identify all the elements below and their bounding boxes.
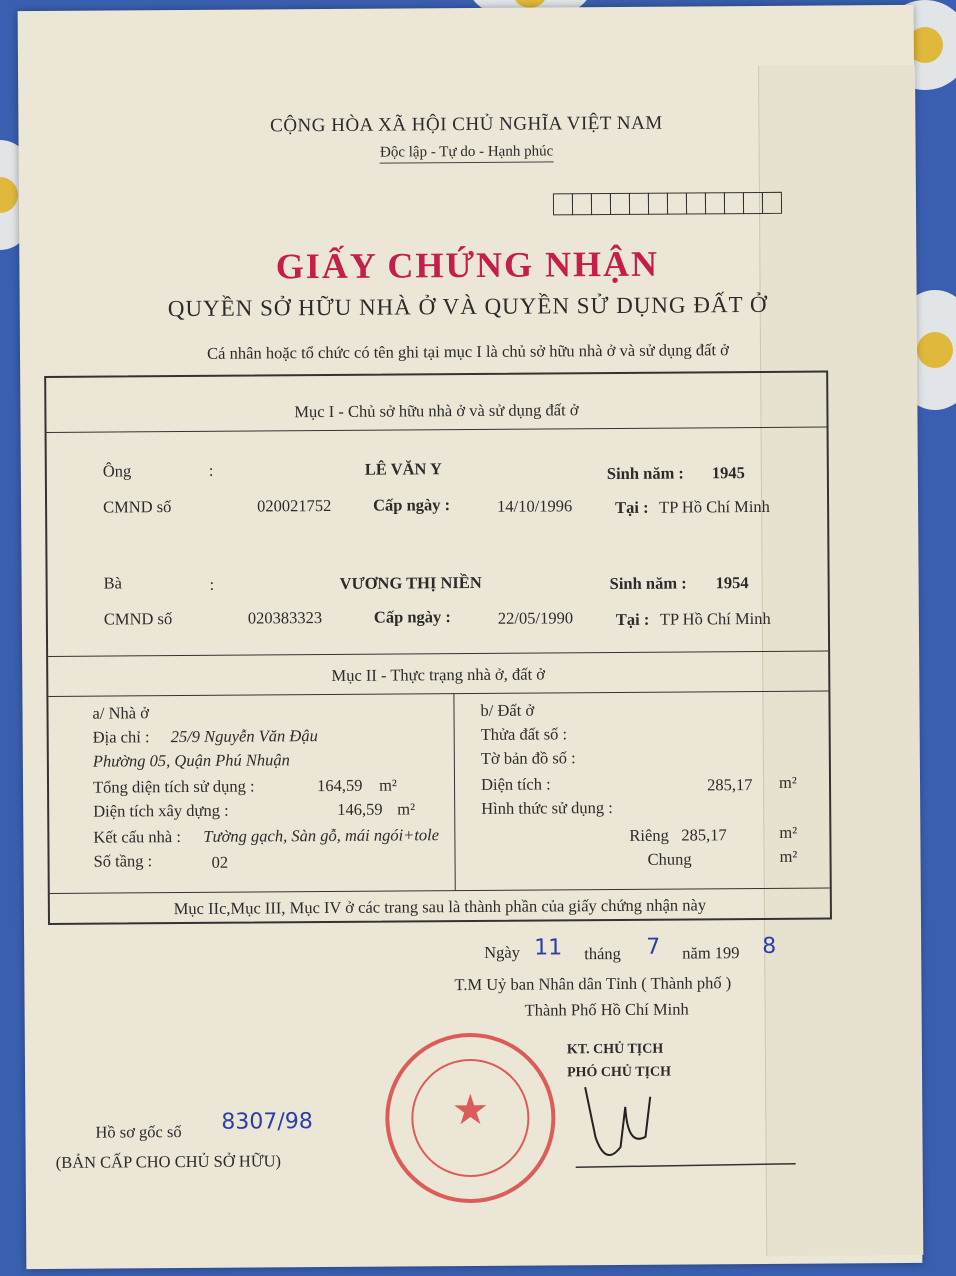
authority-line2: Thành Phố Hồ Chí Minh: [524, 999, 689, 1020]
owner2-birth-year: 1954: [715, 573, 749, 593]
official-stamp: ★: [385, 1032, 556, 1203]
certificate-subtitle: QUYỀN SỞ HỮU NHÀ Ở VÀ QUYỀN SỬ DỤNG ĐẤT Ở: [167, 291, 768, 322]
owner1-id-label: CMND số: [103, 497, 172, 517]
authority-line1: T.M Uỷ ban Nhân dân Tỉnh ( Thành phố ): [454, 973, 732, 995]
signer-role2: PHÓ CHỦ TỊCH: [566, 1064, 672, 1081]
copy-note: (BẢN CẤP CHO CHỦ SỞ HỮU): [55, 1151, 282, 1172]
address-line1: 25/9 Nguyễn Văn Đậu: [170, 726, 318, 747]
issue-month: 7: [646, 934, 661, 960]
total-area: 164,59: [316, 775, 363, 796]
total-area-unit: m²: [378, 775, 397, 795]
map-label: Tờ bản đồ số :: [480, 748, 576, 768]
structure-label: Kết cấu nhà :: [93, 827, 181, 847]
private-area: 285,17: [681, 825, 727, 845]
structure: Tường gạch, Sàn gỗ, mái ngói+tole: [203, 825, 440, 846]
owner2-id: 020383323: [247, 608, 323, 628]
land-area-label: Diện tích :: [480, 774, 551, 794]
owner2-issued-date: 22/05/1990: [497, 608, 574, 628]
total-area-label: Tổng diện tích sử dụng :: [92, 776, 255, 797]
owner2-issued-label: Cấp ngày :: [373, 607, 451, 627]
house-title: a/ Nhà ở: [92, 703, 149, 723]
owner1-name: LÊ VĂN Y: [364, 459, 442, 479]
section2-heading: Mục II - Thực trạng nhà ở, đất ở: [331, 664, 546, 685]
certificate-title: GIẤY CHỨNG NHẬN: [275, 243, 660, 287]
details-table: Mục I - Chủ sở hữu nhà ở và sử dụng đất ở Ông : LÊ VĂN Y Sinh năm : 1945 CMND số 020021752 Cấp ngày : 14/10/1996 Tại : TP Hồ Chí Minh Bà : VƯƠNG THỊ NIỀN Sinh năm : 1954 CMND số 020383323 Cấp ngày : 22/05/1990 Tại : TP Hồ Chí Minh Mục II - Thực trạng nhà ở, đất ở a/ Nhà ở Địa chỉ : 25/9 Nguyễn Văn Đậu Phường 05, Quận Phú Nhuận Tổng diện tích sử dụng : 164,59 m² Diện tích xây dựng : 146,59 m² Kết cấu nhà : Tường gạch, Sàn gỗ, mái ngói+tole Số tầng : 02 b/ Đất ở Thửa đất số : Tờ bản đồ số : Diện tích : 285,17 m² Hình thức sử dụng : Riêng 285,17 m² Chung m² Mục IIc,Mục III, Mục IV ở các trang sau là thành phần của giấy chứng nhận này: [44, 370, 832, 924]
usage-label: Hình thức sử dụng :: [481, 798, 613, 818]
footer-note: Mục IIc,Mục III, Mục IV ở các trang sau là thành phần của giấy chứng nhận này: [173, 895, 707, 919]
owner1-place-label: Tại :: [615, 497, 649, 517]
certificate-paper: [18, 5, 923, 1269]
issue-date-label: Ngày: [484, 942, 521, 962]
shared-label: Chung: [647, 849, 692, 869]
issue-day: 11: [534, 935, 563, 961]
land-title: b/ Đất ở: [480, 700, 535, 720]
floors: 02: [211, 852, 229, 872]
private-label: Riêng: [629, 825, 669, 845]
address-line2: Phường 05, Quận Phú Nhuận: [92, 750, 290, 771]
owner2-birth-label: Sinh năm :: [609, 573, 687, 594]
land-area: 285,17: [706, 775, 753, 795]
serial-boxes: [554, 192, 782, 216]
record-number: 8307/98: [221, 1109, 313, 1135]
build-area-unit: m²: [397, 799, 416, 819]
plot-label: Thửa đất số :: [480, 724, 568, 744]
owner2-label: Bà: [103, 573, 123, 593]
issue-month-label: tháng: [584, 943, 621, 964]
owner1-label: Ông: [102, 461, 132, 481]
address-label: Địa chỉ :: [92, 727, 150, 747]
owner1-birth-year: 1945: [711, 463, 745, 483]
owner1-id: 020021752: [257, 495, 332, 516]
owner1-place: TP Hồ Chí Minh: [659, 496, 770, 517]
handwritten-signature: [565, 1076, 806, 1178]
record-label: Hồ sơ gốc số: [95, 1122, 182, 1142]
motto: Độc lập - Tự do - Hạnh phúc: [19, 141, 915, 164]
owner2-name: VƯƠNG THỊ NIỀN: [339, 572, 482, 593]
owner2-place-label: Tại :: [615, 609, 650, 629]
build-area-label: Diện tích xây dựng :: [93, 800, 229, 821]
owner1-issued-date: 14/10/1996: [497, 496, 573, 516]
owner2-id-label: CMND số: [103, 609, 173, 629]
shared-unit: m²: [779, 846, 798, 866]
signer-role1: KT. CHỦ TỊCH: [566, 1041, 664, 1058]
country-header: CỘNG HÒA XÃ HỘI CHỦ NGHĨA VIỆT NAM: [270, 112, 663, 137]
build-area: 146,59: [337, 799, 383, 819]
land-area-unit: m²: [778, 772, 797, 792]
owner2-place: TP Hồ Chí Minh: [659, 608, 771, 629]
private-unit: m²: [779, 822, 798, 842]
intro-text: Cá nhân hoặc tổ chức có tên ghi tại mục I là chủ sở hữu nhà ở và sử dụng đất ở: [207, 340, 729, 363]
floors-label: Số tầng :: [93, 851, 153, 871]
owner1-issued-label: Cấp ngày :: [373, 495, 451, 515]
issue-year-digit: 8: [762, 933, 777, 959]
section1-heading: Mục I - Chủ sở hữu nhà ở và sử dụng đất ở: [294, 400, 579, 422]
owner1-birth-label: Sinh năm :: [606, 463, 684, 484]
issue-year-label: năm 199: [682, 943, 740, 963]
